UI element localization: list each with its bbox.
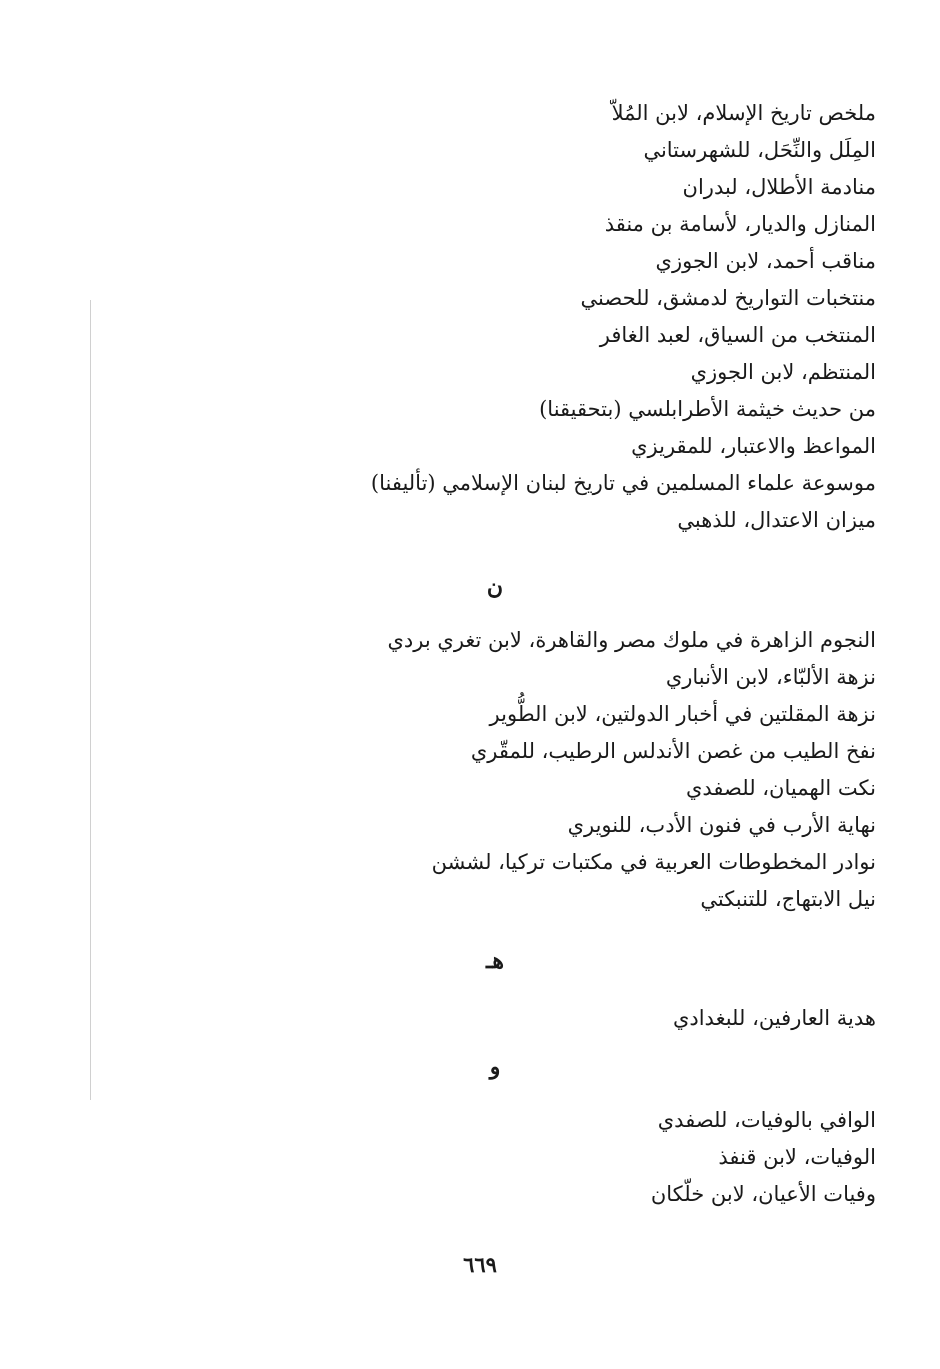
- bibliography-entry: ملخص تاريخ الإسلام، لابن المُلاّ: [611, 101, 876, 125]
- bibliography-entry: نهاية الأرب في فنون الأدب، للنويري: [567, 813, 876, 837]
- bibliography-entry: المنتخب من السياق، لعبد الغافر: [599, 323, 876, 347]
- page-edge-line: [90, 300, 91, 1100]
- bibliography-entry: نيل الابتهاج، للتنبكتي: [700, 887, 876, 911]
- bibliography-entry: مناقب أحمد، لابن الجوزي: [655, 249, 876, 273]
- entry-list-ha: [673, 1000, 876, 1037]
- bibliography-entry: الوفيات، لابن قنفذ: [718, 1145, 876, 1169]
- bibliography-entry: نزهة الألبّاء، لابن الأنباري: [665, 665, 876, 689]
- bibliography-entry: المنازل والديار، لأسامة بن منقذ: [604, 212, 876, 236]
- bibliography-entry: الوافي بالوفيات، للصفدي: [657, 1108, 876, 1132]
- entry-list-meem: [371, 95, 876, 539]
- bibliography-entry: منتخبات التواريخ لدمشق، للحصني: [580, 286, 876, 310]
- bibliography-entry: هدية العارفين، للبغدادي: [672, 1006, 876, 1030]
- bibliography-entry: منادمة الأطلال، لبدران: [682, 175, 876, 199]
- bibliography-entry: المنتظم، لابن الجوزي: [690, 360, 876, 384]
- bibliography-entry: نزهة المقلتين في أخبار الدولتين، لابن الطُّوير: [489, 702, 876, 726]
- entry-list-waw: [651, 1102, 876, 1213]
- section-heading-waw: و: [489, 1054, 501, 1080]
- section-heading-nun: ن: [486, 574, 504, 600]
- section-heading-ha: هـ: [485, 948, 505, 974]
- bibliography-entry: وفيات الأعيان، لابن خلّكان: [650, 1182, 876, 1206]
- bibliography-entry: النجوم الزاهرة في ملوك مصر والقاهرة، لابن تغري بردي: [387, 628, 876, 652]
- bibliography-entry: نفخ الطيب من غصن الأندلس الرطيب، للمقّري: [470, 739, 876, 763]
- bibliography-entry: المِلَل والنِّحَل، للشهرستاني: [643, 138, 876, 162]
- page-number: ٦٦٩: [463, 1252, 497, 1277]
- bibliography-entry: ميزان الاعتدال، للذهبي: [677, 508, 876, 532]
- bibliography-entry: نكت الهميان، للصفدي: [685, 776, 876, 800]
- bibliography-entry: نوادر المخطوطات العربية في مكتبات تركيا، لششن: [431, 850, 876, 874]
- bibliography-entry: المواعظ والاعتبار، للمقريزي: [631, 434, 876, 458]
- bibliography-entry: من حديث خيثمة الأطرابلسي (بتحقيقنا): [539, 397, 876, 421]
- bibliography-entry: موسوعة علماء المسلمين في تاريخ لبنان الإسلامي (تأليفنا): [370, 471, 876, 495]
- entry-list-nun: [387, 622, 876, 918]
